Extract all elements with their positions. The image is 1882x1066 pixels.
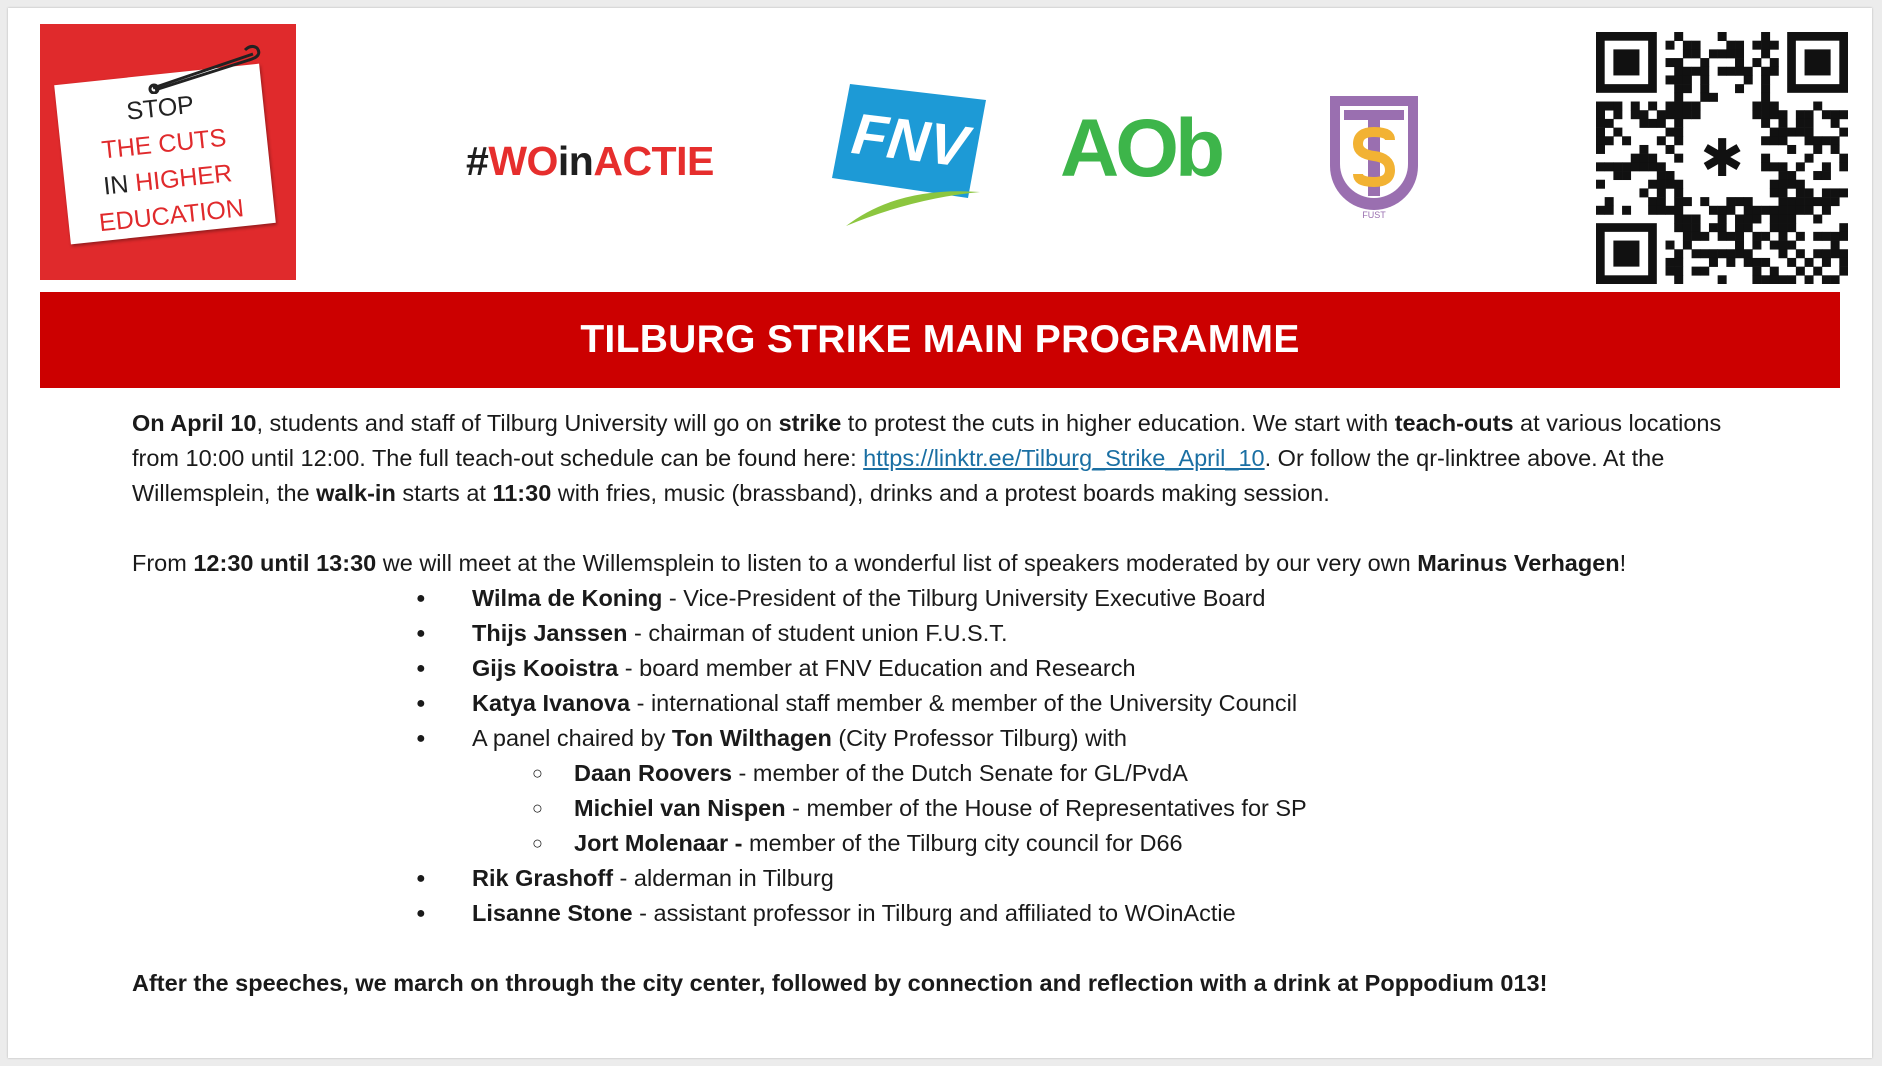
panel-member-desc: - member of the House of Representatives for SP xyxy=(785,795,1307,821)
intro-date: On April 10 xyxy=(132,410,257,436)
intro-text-5: starts at xyxy=(395,480,493,506)
aob-logo-text: AOb xyxy=(1060,106,1222,186)
intro-text-4: . Or follow the qr-linktree above. At the Willemsplein, the xyxy=(132,445,1665,506)
intro-text-2: to protest the cuts in higher education. We start with xyxy=(841,410,1395,436)
intro-teach-outs: teach-outs xyxy=(1394,410,1514,436)
panel-text-1: A panel chaired by xyxy=(472,725,672,751)
list-item-panel xyxy=(416,721,1772,861)
panel-member-name: Jort Molenaar - xyxy=(574,830,743,856)
hashtag-actie: ACTIE xyxy=(593,138,714,184)
panel-chair: Ton Wilthagen xyxy=(671,725,832,751)
speaker-desc: - alderman in Tilburg xyxy=(613,865,834,891)
intro-text-6: with fries, music (brassband), drinks and a protest boards making session. xyxy=(551,480,1330,506)
list-item xyxy=(416,896,1772,931)
speaker-desc: - assistant professor in Tilburg and affiliated to WOinActie xyxy=(632,900,1236,926)
list-item xyxy=(416,581,1772,616)
list-item xyxy=(532,791,1772,826)
woinactie-hashtag-logo xyxy=(466,138,714,185)
logo-line-education: EDUCATION xyxy=(97,194,246,238)
list-item xyxy=(416,686,1772,721)
speaker-desc: - Vice-President of the Tilburg University Executive Board xyxy=(662,585,1266,611)
intro-paragraph xyxy=(132,406,1772,511)
speaker-name: Gijs Kooistra xyxy=(472,655,619,681)
panel-member-name: Daan Roovers xyxy=(574,760,733,786)
stop-the-cuts-logo xyxy=(40,24,296,280)
speakers-intro-text-2: we will meet at the Willemsplein to listen to a wonderful list of speakers moderated by our very own xyxy=(376,550,1418,576)
list-item xyxy=(416,861,1772,896)
spacer xyxy=(132,511,1772,546)
list-item xyxy=(532,756,1772,791)
logo-line-the-cuts: THE CUTS xyxy=(100,123,228,165)
logo-line-stop: STOP xyxy=(125,90,196,126)
list-item xyxy=(416,651,1772,686)
panel-member-name: Michiel van Nispen xyxy=(574,795,786,821)
hashtag-wo: WO xyxy=(488,138,558,184)
logo-line-in: IN xyxy=(102,169,137,201)
panel-member-desc: - member of the Dutch Senate for GL/PvdA xyxy=(732,760,1188,786)
panel-member-list xyxy=(472,756,1772,861)
closing-paragraph: After the speeches, we march on through the city center, followed by connection and reflection with a drink at Poppodium 013! xyxy=(132,970,1548,996)
hashtag-in: in xyxy=(557,138,594,184)
intro-text-3: at various locations from 10:00 until 12:00. The full teach-out schedule can be found here: xyxy=(132,410,1722,471)
hashtag-symbol: # xyxy=(466,138,489,184)
fust-logo xyxy=(1328,92,1420,224)
speaker-name: Rik Grashoff xyxy=(472,865,614,891)
speaker-desc: - chairman of student union F.U.S.T. xyxy=(627,620,1008,646)
list-item xyxy=(416,616,1772,651)
intro-walk-in: walk-in xyxy=(316,480,396,506)
programme-content xyxy=(132,406,1772,1001)
speakers-intro-text-1: From xyxy=(132,550,194,576)
speakers-intro-text-3: ! xyxy=(1619,550,1627,576)
speaker-desc: - board member at FNV Education and Research xyxy=(618,655,1136,681)
logo-line-higher: HIGHER xyxy=(133,159,234,198)
svg-text:✱: ✱ xyxy=(1700,129,1744,189)
speakers-intro-paragraph xyxy=(132,546,1772,581)
speakers-time: 12:30 until 13:30 xyxy=(193,550,377,576)
spacer xyxy=(132,931,1772,966)
qr-code-icon[interactable] xyxy=(1596,32,1848,284)
speaker-name: Wilma de Koning xyxy=(472,585,663,611)
document-page xyxy=(8,8,1872,1058)
list-item xyxy=(532,826,1772,861)
speaker-desc: - international staff member & member of the University Council xyxy=(630,690,1298,716)
fnv-logo-text: FNV xyxy=(848,101,972,180)
speaker-name: Lisanne Stone xyxy=(472,900,633,926)
panel-text-2: (City Professor Tilburg) with xyxy=(831,725,1127,751)
safety-pin-icon xyxy=(145,44,265,94)
linktree-link[interactable]: https://linktr.ee/Tilburg_Strike_April_10 xyxy=(863,445,1265,471)
programme-banner xyxy=(40,292,1840,388)
intro-walk-in-time: 11:30 xyxy=(492,480,552,506)
fnv-logo xyxy=(828,80,988,230)
intro-text-1: , students and staff of Tilburg University will go on xyxy=(256,410,779,436)
banner-title: TILBURG STRIKE MAIN PROGRAMME xyxy=(580,318,1300,361)
moderator-name: Marinus Verhagen xyxy=(1417,550,1620,576)
panel-member-desc: member of the Tilburg city council for D66 xyxy=(742,830,1183,856)
speaker-list xyxy=(132,581,1772,931)
intro-strike: strike xyxy=(778,410,842,436)
speaker-name: Katya Ivanova xyxy=(472,690,631,716)
fust-logo-text: FUST xyxy=(1362,210,1386,220)
aob-logo xyxy=(1060,106,1240,186)
speaker-name: Thijs Janssen xyxy=(472,620,628,646)
